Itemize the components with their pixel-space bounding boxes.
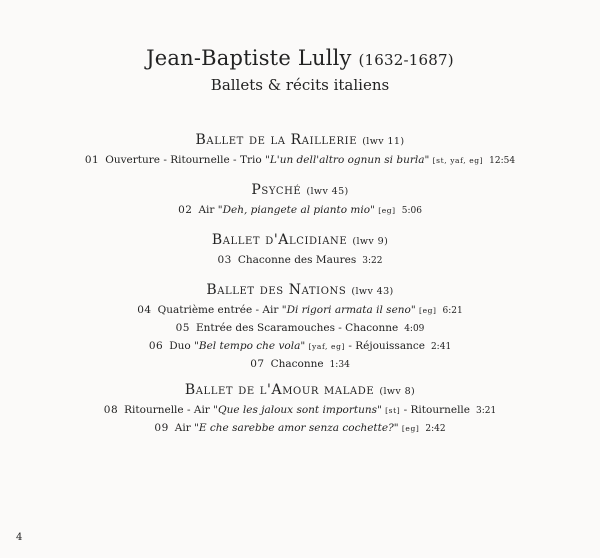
section-5 <box>0 380 600 437</box>
track-duration: 1:34 <box>329 360 350 370</box>
track-duration: 3:22 <box>362 256 383 266</box>
section-title <box>0 130 600 151</box>
section-title-text: Psyché <box>251 182 302 198</box>
section-title-text: Ballet de la Raillerie <box>195 132 358 148</box>
section-title-text: Ballet de l'Amour malade <box>184 382 375 398</box>
track-performers: [eg] <box>401 424 420 433</box>
composer-name: Jean-Baptiste Lully <box>146 46 352 70</box>
page-number: 4 <box>16 532 23 543</box>
section-catalog: (lwv 11) <box>362 136 405 147</box>
track-title-continued: - Réjouissance <box>348 340 425 352</box>
section-title <box>0 380 600 401</box>
album-subtitle: Ballets & récits italiens <box>210 76 390 94</box>
track-row <box>0 319 600 337</box>
section-title <box>0 230 600 251</box>
track-title: Air <box>174 422 191 434</box>
track-duration: 5:06 <box>401 206 422 216</box>
track-row <box>0 251 600 269</box>
track-performers: [eg] <box>378 206 396 215</box>
track-row <box>0 301 600 319</box>
track-performers: [yaf, eg] <box>308 342 345 351</box>
track-title: Entrée des Scaramouches - Chaconne <box>195 322 399 334</box>
track-row <box>0 201 600 219</box>
track-performers: [eg] <box>419 306 437 315</box>
track-title: Chaconne <box>270 358 324 370</box>
section-title <box>0 280 600 301</box>
section-catalog: (lwv 43) <box>351 286 394 297</box>
track-incipit: "E che sarebbe amor senza cochette?" <box>194 422 399 434</box>
track-performers: [st] <box>385 406 401 415</box>
track-title: Ritournelle - Air <box>124 404 210 416</box>
composer-heading <box>0 46 600 70</box>
section-catalog: (lwv 45) <box>306 186 349 197</box>
track-number: 08 <box>103 404 119 416</box>
section-title <box>0 180 600 201</box>
track-title-continued: - Ritournelle <box>403 404 471 416</box>
track-incipit: "Bel tempo che vola" <box>194 340 306 352</box>
track-duration: 12:54 <box>489 156 516 166</box>
section-title-text: Ballet d'Alcidiane <box>211 232 348 248</box>
composer-dates: (1632-1687) <box>358 51 454 69</box>
track-incipit: "Que les jaloux sont importuns" <box>213 404 382 416</box>
track-row <box>0 151 600 169</box>
track-performers: [st, yaf, eg] <box>432 156 484 165</box>
track-duration: 3:21 <box>476 406 497 416</box>
track-number: 04 <box>137 304 152 316</box>
section-title-text: Ballet des Nations <box>206 282 347 298</box>
track-number: 09 <box>154 422 169 434</box>
section-1 <box>0 130 600 169</box>
track-incipit: "Di rigori armata il seno" <box>281 304 416 316</box>
section-4 <box>0 280 600 373</box>
track-title: Quatrième entrée - Air <box>157 304 279 316</box>
track-duration: 2:41 <box>430 342 452 352</box>
track-title: Air <box>198 204 215 216</box>
track-row <box>0 355 600 373</box>
track-number: 06 <box>148 340 164 352</box>
track-incipit: "L'un dell'altro ognun si burla" <box>265 154 430 166</box>
track-number: 01 <box>84 154 100 166</box>
track-duration: 4:09 <box>404 324 425 334</box>
track-duration: 2:42 <box>425 424 446 434</box>
track-number: 07 <box>250 358 265 370</box>
track-row <box>0 401 600 419</box>
track-title: Chaconne des Maures <box>237 254 357 266</box>
section-2 <box>0 180 600 219</box>
track-number: 03 <box>217 254 232 266</box>
section-3 <box>0 230 600 269</box>
track-title: Duo <box>169 340 191 352</box>
section-catalog: (lwv 8) <box>379 386 416 397</box>
section-catalog: (lwv 9) <box>352 236 389 247</box>
track-number: 02 <box>178 204 193 216</box>
track-row <box>0 419 600 437</box>
track-duration: 6:21 <box>442 306 463 316</box>
track-title: Ouverture - Ritournelle - Trio <box>105 154 262 166</box>
track-row <box>0 337 600 355</box>
track-number: 05 <box>175 322 190 334</box>
track-incipit: "Deh, piangete al pianto mio" <box>217 204 375 216</box>
